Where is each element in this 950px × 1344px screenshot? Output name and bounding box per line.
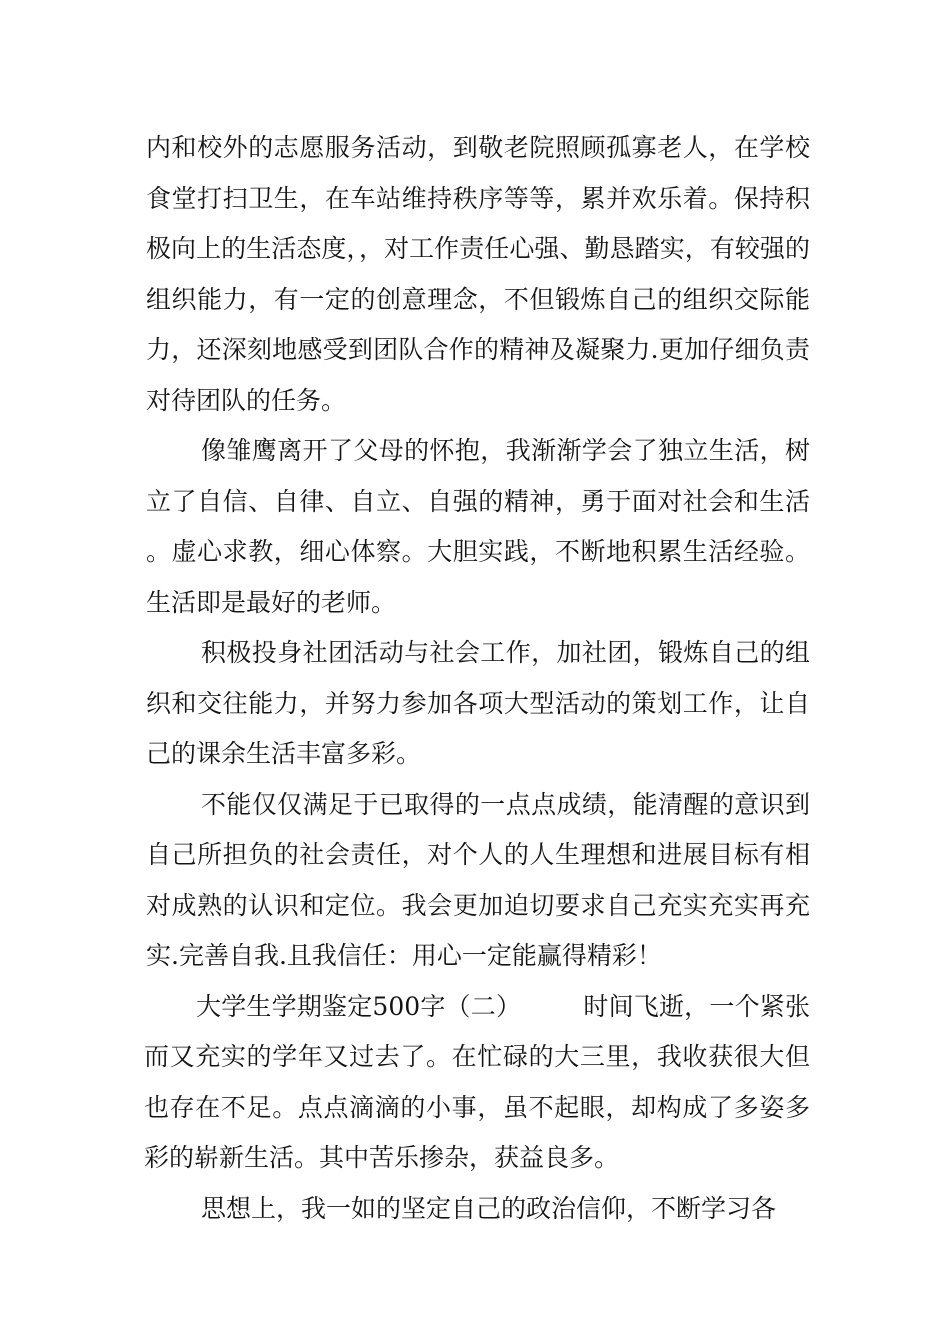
section-heading: 大学生学期鉴定500字（二） (196, 991, 522, 1021)
paragraph-ideology: 思想上，我一如的坚定自己的政治信仰，不断学习各 (201, 1193, 777, 1223)
document-body (146, 123, 810, 1234)
paragraph-section-two (144, 982, 810, 1184)
paragraph-club-activities: 积极投身社团活动与社会工作，加社团，锻炼自己的组织和交往能力，并努力参加各项大型活动的策划工作，让自己的课余生活丰富多彩。 (146, 638, 810, 768)
paragraph-independent-life: 像雏鹰离开了父母的怀抱，我渐渐学会了独立生活，树立了自信、自律、自立、自强的精神，勇于面对社会和生活。虚心求教，细心体察。大胆实践，不断地积累生活经验。生活即是最好的老师。 (146, 436, 810, 617)
paragraph-social-responsibility: 不能仅仅满足于已取得的一点点成绩，能清醒的意识到自己所担负的社会责任，对个人的人生理想和进展目标有相对成熟的认识和定位。我会更加迫切要求自己充实充实再充实.完善自我.且我信任：用心一定能赢得精彩！ (146, 789, 810, 970)
section-two-text: 时间飞逝，一个紧张而又充实的学年又过去了。在忙碌的大三里，我收获很大但也存在不足。点点滴滴的小事，虽不起眼，却构成了多姿多彩的崭新生活。其中苦乐掺杂，获益良多。 (144, 991, 810, 1172)
paragraph-continuation: 内和校外的志愿服务活动，到敬老院照顾孤寡老人，在学校食堂打扫卫生，在车站维持秩序等等，累并欢乐着。保持积极向上的生活态度，，对工作责任心强、勤恳踏实，有较强的组织能力，有一定的创意理念，不但锻炼自己的组织交际能力，还深刻地感受到团队合作的精神及凝聚力.更加仔细负责对待团队的任务。 (146, 133, 810, 415)
